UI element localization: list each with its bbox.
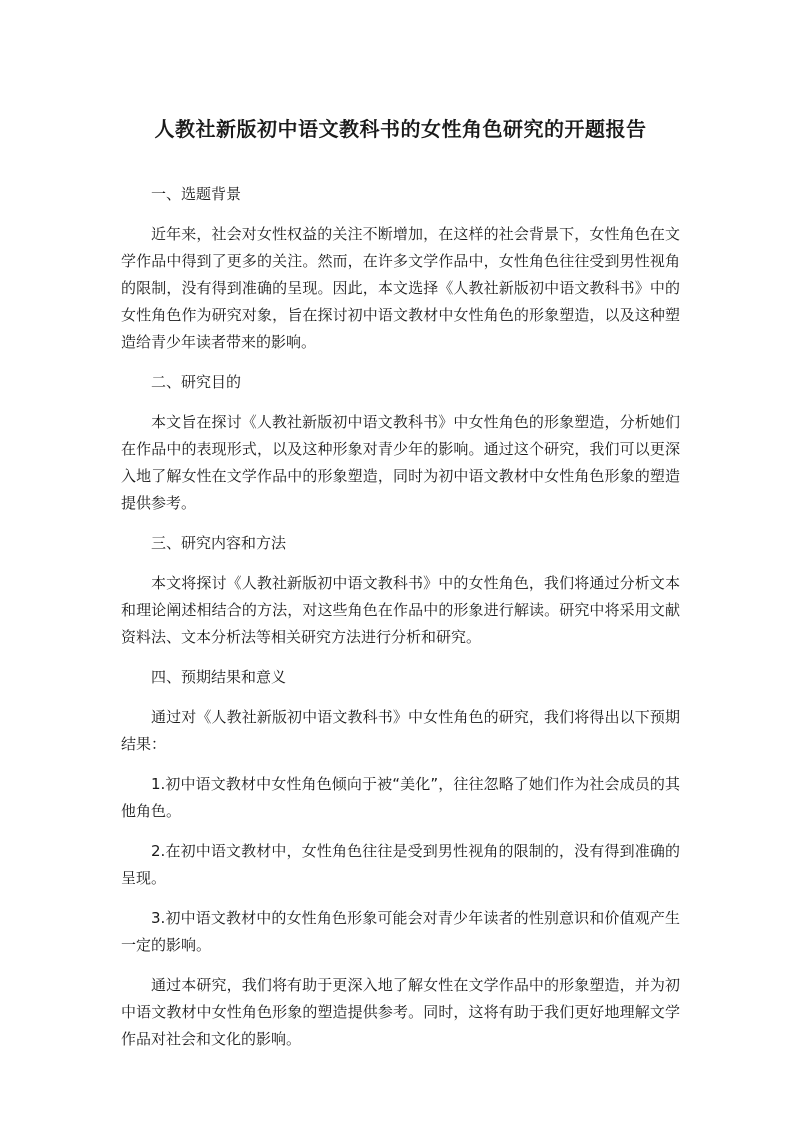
page-title: 人教社新版初中语文教科书的女性角色研究的开题报告 xyxy=(154,117,647,141)
section-background xyxy=(121,181,680,356)
paragraph: 本文旨在探讨《人教社新版初中语文教科书》中女性角色的形象塑造，分析她们在作品中的表现形式，以及这种形象对青少年的影响。通过这个研究，我们可以更深入地了解女性在文学作品中的形象塑造，同时为初中语文教材中女性角色形象的塑造提供参考。 xyxy=(121,413,680,512)
section-heading: 二、研究目的 xyxy=(151,373,242,391)
result-item: 1.初中语文教材中女性角色倾向于被“美化”，往往忽略了她们作为社会成员的其他角色。 xyxy=(121,775,680,820)
section-content-method xyxy=(121,530,680,651)
section-heading: 一、选题背景 xyxy=(151,185,242,203)
result-item: 3.初中语文教材中的女性角色形象可能会对青少年读者的性别意识和价值观产生一定的影响。 xyxy=(121,909,680,954)
paragraph: 通过对《人教社新版初中语文教科书》中女性角色的研究，我们将得出以下预期结果： xyxy=(121,708,680,753)
paragraph: 通过本研究，我们将有助于更深入地了解女性在文学作品中的形象塑造，并为初中语文教材中女性角色形象的塑造提供参考。同时，这将有助于我们更好地理解文学作品对社会和文化的影响。 xyxy=(121,976,680,1048)
result-item: 2.在初中语文教材中，女性角色往往是受到男性视角的限制的，没有得到准确的呈现。 xyxy=(121,842,680,887)
section-purpose xyxy=(121,369,680,517)
section-expected-results xyxy=(121,664,680,1053)
section-heading: 四、预期结果和意义 xyxy=(151,668,287,686)
paragraph: 本文将探讨《人教社新版初中语文教科书》中的女性角色，我们将通过分析文本和理论阐述相结合的方法，对这些角色在作品中的形象进行解读。研究中将采用文献资料法、文本分析法等相关研究方法进行分析和研究。 xyxy=(121,574,680,646)
document-body xyxy=(121,181,680,1053)
paragraph: 近年来，社会对女性权益的关注不断增加，在这样的社会背景下，女性角色在文学作品中得到了更多的关注。然而，在许多文学作品中，女性角色往往受到男性视角的限制，没有得到准确的呈现。因此，本文选择《人教社新版初中语文教科书》中的女性角色作为研究对象，旨在探讨初中语文教材中女性角色的形象塑造，以及这种塑造给青少年读者带来的影响。 xyxy=(121,225,680,351)
section-heading: 三、研究内容和方法 xyxy=(151,534,287,552)
